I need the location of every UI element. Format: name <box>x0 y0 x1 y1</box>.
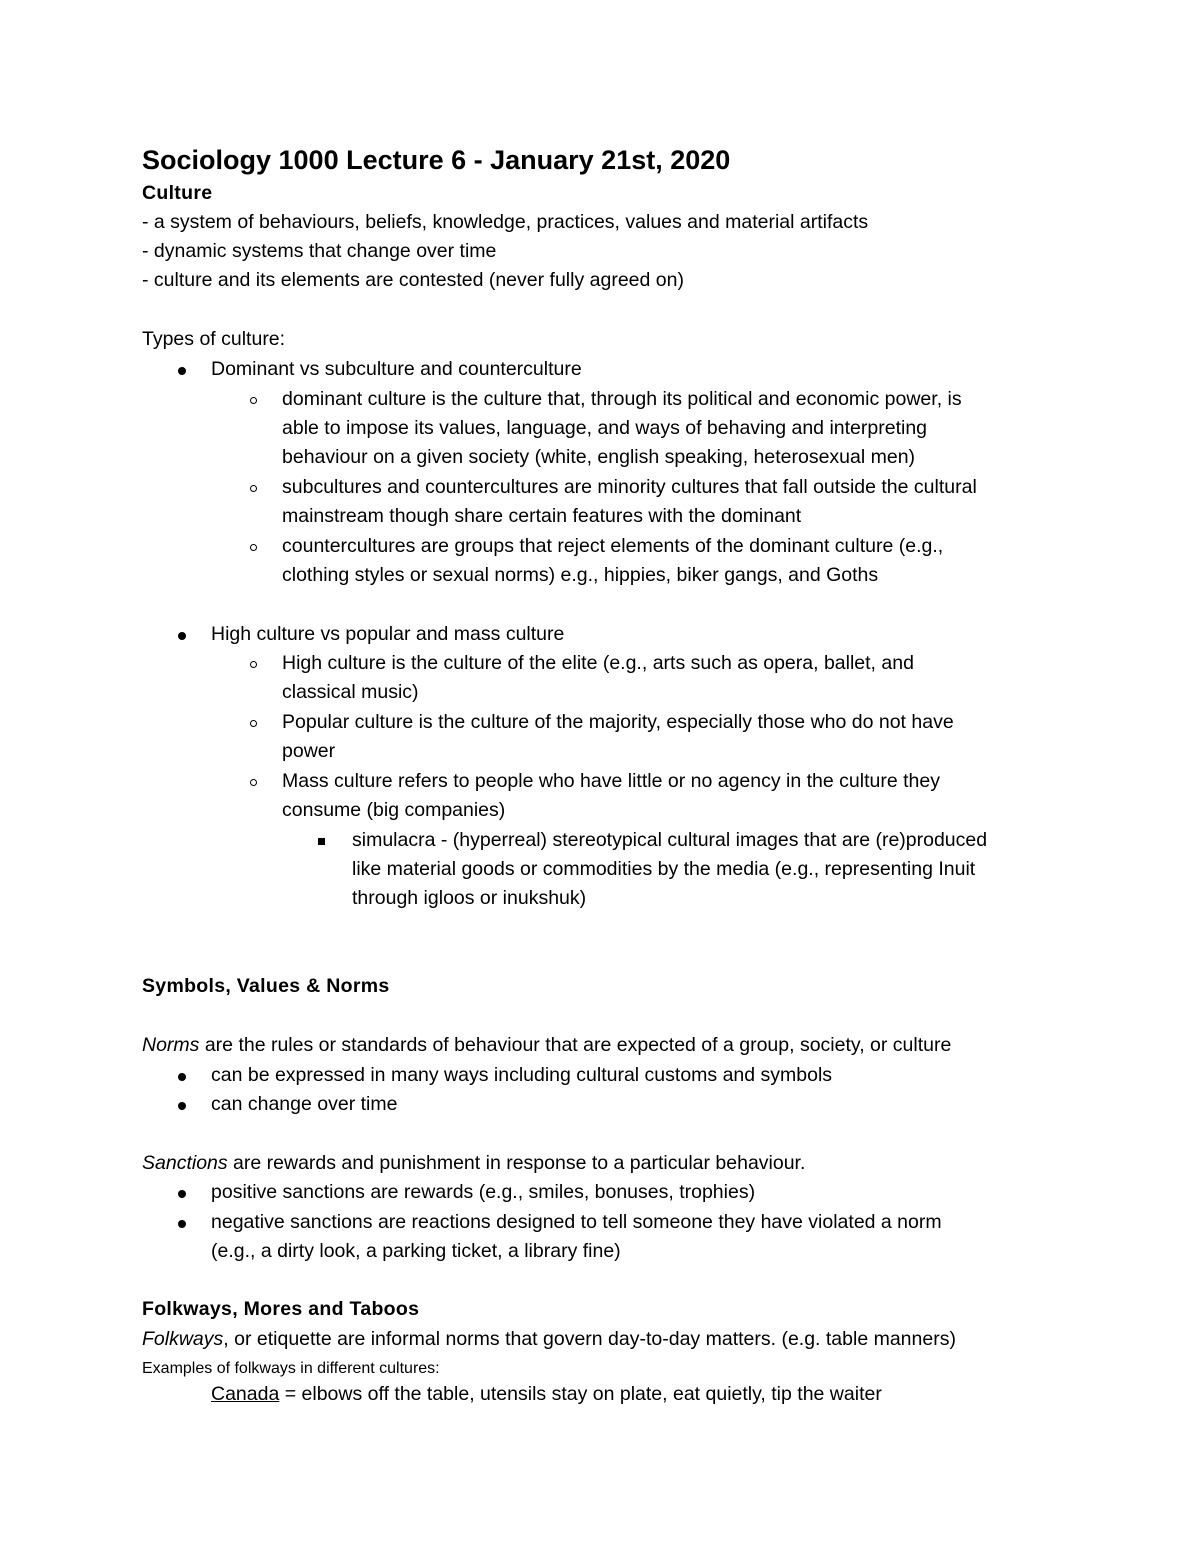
bullet-circle-icon <box>250 720 257 727</box>
sanctions-bullet-1: positive sanctions are rewards (e.g., smiles, bonuses, trophies) <box>211 1181 756 1203</box>
dominant-item-1-line-2: able to impose its values, language, and ways of behaving and interpreting <box>282 417 928 439</box>
culture-line-2: - dynamic systems that change over time <box>142 240 497 262</box>
bullet-circle-icon <box>250 397 257 404</box>
culture-line-1: - a system of behaviours, beliefs, knowledge, practices, values and material artifacts <box>142 211 869 233</box>
culture-heading: Culture <box>142 182 213 204</box>
bullet-circle-icon <box>250 779 257 786</box>
folkways-heading: Folkways, Mores and Taboos <box>142 1298 420 1320</box>
norms-definition <box>142 1031 951 1060</box>
sanctions-term: Sanctions <box>142 1152 228 1174</box>
dominant-item-1-line-1: dominant culture is the culture that, through its political and economic power, is <box>282 388 962 410</box>
folkways-examples-label: Examples of folkways in different cultures: <box>142 1360 440 1377</box>
types-dominant-label: Dominant vs subculture and counterculture <box>211 358 582 380</box>
dominant-item-2-line-2: mainstream though share certain features with the dominant <box>282 505 802 527</box>
simulacra-line-3: through igloos or inukshuk) <box>352 887 587 909</box>
bullet-dot-icon <box>178 1220 186 1228</box>
folkways-term: Folkways <box>142 1328 224 1350</box>
high-item-2-line-2: power <box>282 740 336 762</box>
norms-def-text: are the rules or standards of behaviour that are expected of a group, society, or culture <box>199 1034 952 1056</box>
norms-term: Norms <box>142 1034 200 1056</box>
high-item-2-line-1: Popular culture is the culture of the majority, especially those who do not have <box>282 711 954 733</box>
high-item-1-line-2: classical music) <box>282 681 419 703</box>
bullet-circle-icon <box>250 544 257 551</box>
simulacra-line-1: simulacra - (hyperreal) stereotypical cultural images that are (re)produced <box>352 829 988 851</box>
types-intro: Types of culture: <box>142 328 286 350</box>
sanctions-bullet-2-line-1: negative sanctions are reactions designed to tell someone they have violated a norm <box>211 1211 942 1233</box>
bullet-dot-icon <box>178 1073 186 1081</box>
dominant-item-1-line-3: behaviour on a given society (white, english speaking, heterosexual men) <box>282 446 916 468</box>
types-high-label: High culture vs popular and mass culture <box>211 623 565 645</box>
dominant-item-3-line-1: countercultures are groups that reject elements of the dominant culture (e.g., <box>282 535 944 557</box>
simulacra-line-2: like material goods or commodities by the media (e.g., representing Inuit <box>352 858 976 880</box>
bullet-dot-icon <box>178 632 186 640</box>
sanctions-def-text: are rewards and punishment in response to a particular behaviour. <box>227 1152 806 1174</box>
norms-bullet-2: can change over time <box>211 1093 398 1115</box>
canada-example <box>211 1380 882 1409</box>
folkways-def-text: , or etiquette are informal norms that govern day-to-day matters. (e.g. table manners) <box>223 1328 956 1350</box>
sanctions-definition <box>142 1149 805 1178</box>
high-item-3-line-2: consume (big companies) <box>282 799 506 821</box>
norms-bullet-1: can be expressed in many ways including cultural customs and symbols <box>211 1064 833 1086</box>
bullet-dot-icon <box>178 1190 186 1198</box>
bullet-circle-icon <box>250 485 257 492</box>
bullet-circle-icon <box>250 661 257 668</box>
dominant-item-3-line-2: clothing styles or sexual norms) e.g., hippies, biker gangs, and Goths <box>282 564 879 586</box>
culture-line-3: - culture and its elements are contested (never fully agreed on) <box>142 269 684 291</box>
folkways-definition <box>142 1325 956 1354</box>
bullet-dot-icon <box>178 1102 186 1110</box>
bullet-dot-icon <box>178 367 186 375</box>
canada-text: = elbows off the table, utensils stay on plate, eat quietly, tip the waiter <box>279 1383 882 1405</box>
high-item-3-line-1: Mass culture refers to people who have little or no agency in the culture they <box>282 770 940 792</box>
bullet-square-icon <box>318 838 325 845</box>
svn-heading: Symbols, Values & Norms <box>142 975 390 997</box>
high-item-1-line-1: High culture is the culture of the elite (e.g., arts such as opera, ballet, and <box>282 652 914 674</box>
canada-label: Canada <box>211 1383 280 1405</box>
dominant-item-2-line-1: subcultures and countercultures are minority cultures that fall outside the cultural <box>282 476 977 498</box>
page-title: Sociology 1000 Lecture 6 - January 21st, 2020 <box>142 145 731 175</box>
sanctions-bullet-2-line-2: (e.g., a dirty look, a parking ticket, a library fine) <box>211 1240 621 1262</box>
